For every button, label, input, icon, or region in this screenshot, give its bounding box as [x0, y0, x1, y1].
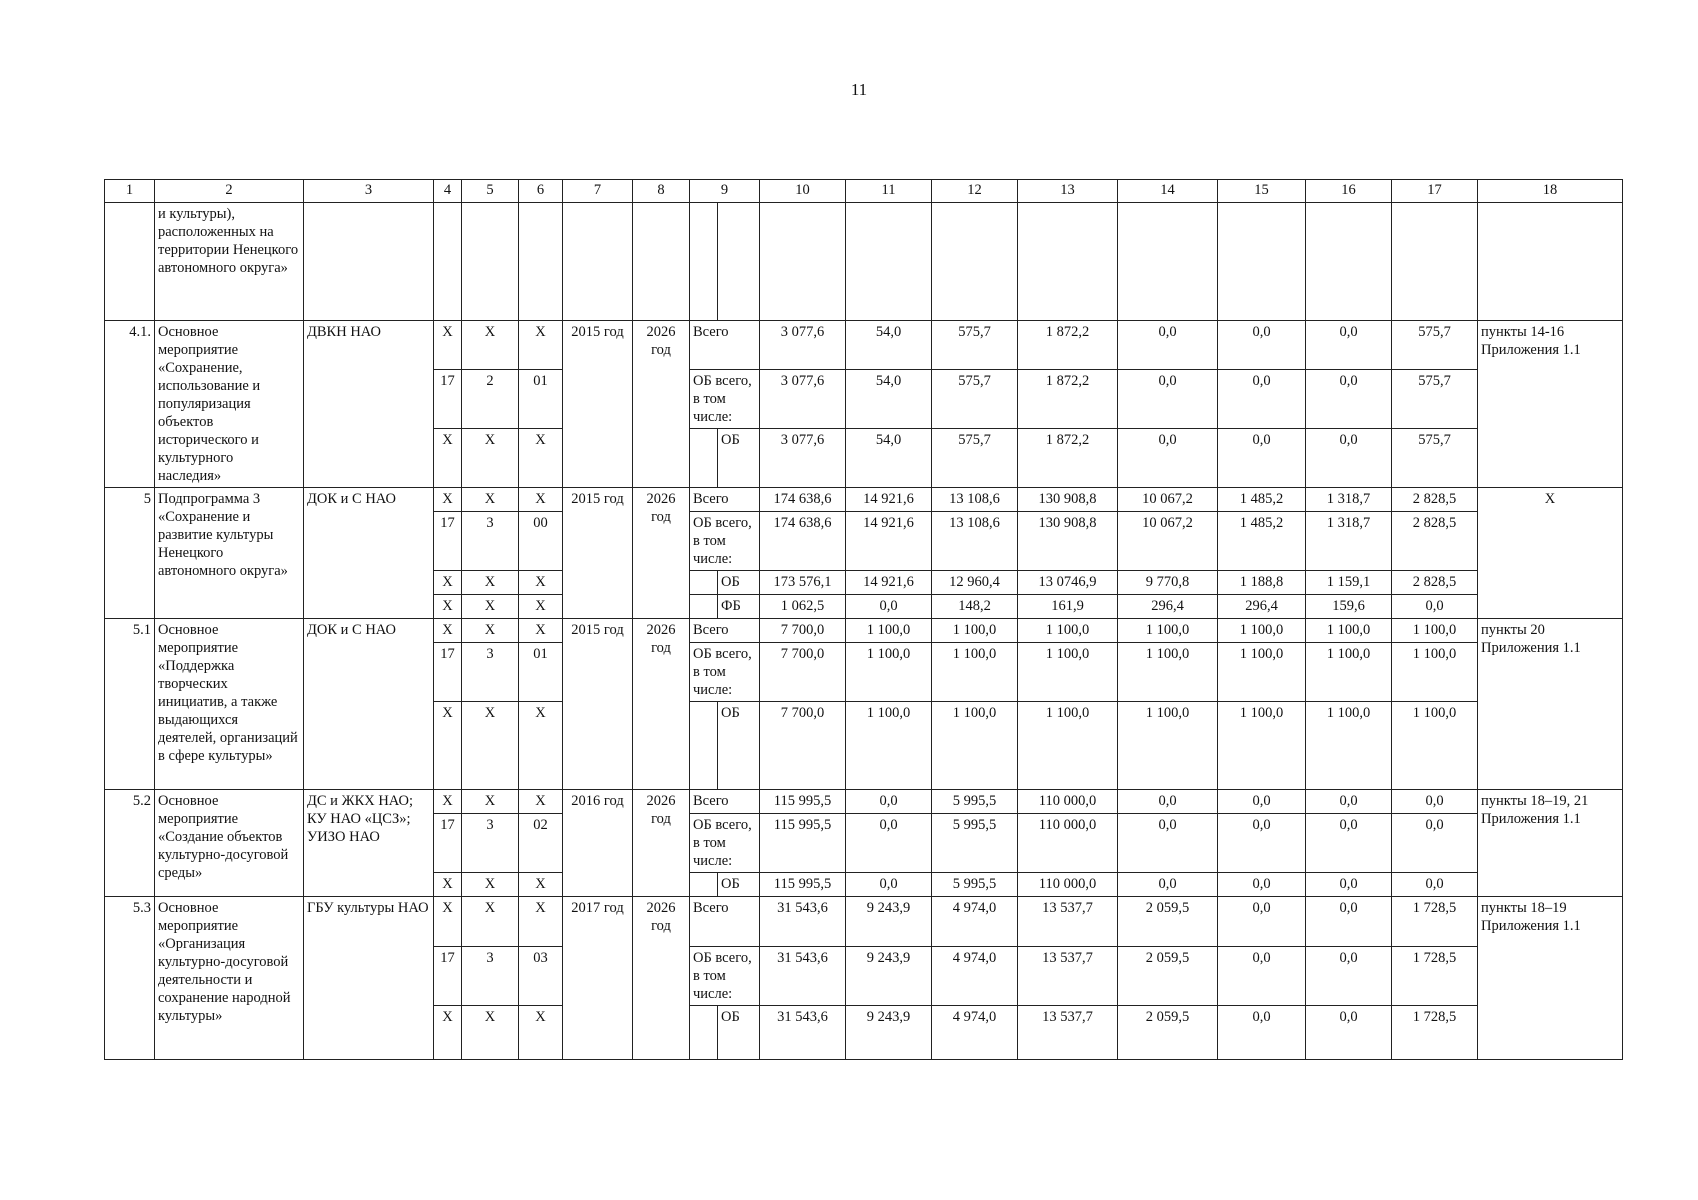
code-col-5: X: [462, 571, 519, 595]
code-col-5: X: [462, 619, 519, 643]
code-col-5: X: [462, 321, 519, 370]
code-col-5: 3: [462, 814, 519, 873]
budget-table: [104, 179, 1623, 1060]
amount-cell: 1 485,2: [1218, 512, 1306, 571]
amount-cell: 1 728,5: [1392, 897, 1478, 947]
end-year: 2026 год: [633, 897, 690, 1060]
executor: ДС и ЖКХ НАО; КУ НАО «ЦСЗ»; УИЗО НАО: [304, 790, 434, 897]
code-col-4: X: [434, 429, 462, 488]
amount-cell: 0,0: [1306, 814, 1392, 873]
amount-cell: 5 995,5: [932, 790, 1018, 814]
amount-cell: 110 000,0: [1018, 873, 1118, 897]
amount-cell: 54,0: [846, 429, 932, 488]
code-col-4: X: [434, 571, 462, 595]
amount-cell: 13 537,7: [1018, 1006, 1118, 1060]
amount-cell: 1 100,0: [1018, 643, 1118, 702]
amount-cell: 0,0: [1218, 897, 1306, 947]
code-col-5: X: [462, 595, 519, 619]
code-col-6: 02: [519, 814, 563, 873]
funding-source: ОБ всего, в том числе:: [690, 643, 760, 702]
amount-cell: 1 100,0: [1392, 643, 1478, 702]
funding-source: ОБ всего, в том числе:: [690, 512, 760, 571]
amount-cell: 0,0: [1218, 790, 1306, 814]
amount-cell: 0,0: [1392, 595, 1478, 619]
code-col-6: X: [519, 897, 563, 947]
amount-cell: 5 995,5: [932, 873, 1018, 897]
code-col-6: X: [519, 488, 563, 512]
source-indent: [690, 1006, 718, 1060]
end-year: 2026 год: [633, 790, 690, 897]
amount-cell: 0,0: [1306, 873, 1392, 897]
funding-source: ОБ: [718, 429, 760, 488]
code-col-5: 3: [462, 947, 519, 1006]
amount-cell: 1 100,0: [1018, 702, 1118, 790]
code-col-4: X: [434, 321, 462, 370]
amount-cell: 1 100,0: [932, 643, 1018, 702]
amount-cell: 1 100,0: [1118, 702, 1218, 790]
amount-cell: 0,0: [1218, 369, 1306, 429]
amount-cell: 7 700,0: [760, 643, 846, 702]
amount-cell: 1 159,1: [1306, 571, 1392, 595]
amount-cell: 2 828,5: [1392, 488, 1478, 512]
amount-cell: 9 243,9: [846, 947, 932, 1006]
amount-cell: 0,0: [846, 814, 932, 873]
activity-name: Основное мероприятие «Поддержка творческих инициатив, а также выдающихся деятелей, организаций в сфере культуры»: [155, 619, 304, 790]
amount-cell: 173 576,1: [760, 571, 846, 595]
code-col-5: X: [462, 1006, 519, 1060]
code-col-4: X: [434, 488, 462, 512]
funding-source: ОБ всего, в том числе:: [690, 947, 760, 1006]
code-col-6: 01: [519, 643, 563, 702]
amount-cell: 13 537,7: [1018, 947, 1118, 1006]
code-col-6: X: [519, 702, 563, 790]
executor: ДОК и С НАО: [304, 619, 434, 790]
amount-cell: 5 995,5: [932, 814, 1018, 873]
amount-cell: 13 108,6: [932, 488, 1018, 512]
amount-cell: 0,0: [1218, 1006, 1306, 1060]
amount-cell: 13 108,6: [932, 512, 1018, 571]
amount-cell: 575,7: [1392, 321, 1478, 370]
amount-cell: 1 872,2: [1018, 429, 1118, 488]
amount-cell: 13 537,7: [1018, 897, 1118, 947]
row-number: 5.3: [105, 897, 155, 1060]
code-col-4: 17: [434, 643, 462, 702]
cell-empty: [105, 203, 155, 321]
amount-cell: 54,0: [846, 369, 932, 429]
amount-cell: 159,6: [1306, 595, 1392, 619]
amount-cell: 14 921,6: [846, 512, 932, 571]
amount-cell: 575,7: [932, 429, 1018, 488]
amount-cell: 31 543,6: [760, 1006, 846, 1060]
amount-cell: 1 100,0: [1118, 619, 1218, 643]
row-number: 5.1: [105, 619, 155, 790]
code-col-4: X: [434, 702, 462, 790]
amount-cell: 1 872,2: [1018, 321, 1118, 370]
amount-cell: 1 100,0: [846, 702, 932, 790]
column-number-row: [105, 180, 1623, 203]
funding-source: ОБ всего, в том числе:: [690, 369, 760, 429]
code-col-4: 17: [434, 369, 462, 429]
amount-cell: 0,0: [846, 790, 932, 814]
continuation-row: [105, 203, 1623, 321]
source-indent: [690, 571, 718, 595]
column-number: 11: [846, 180, 932, 203]
table-row: [105, 790, 1623, 814]
amount-cell: 9 243,9: [846, 897, 932, 947]
column-number: 7: [563, 180, 633, 203]
code-col-6: X: [519, 619, 563, 643]
amount-cell: 3 077,6: [760, 429, 846, 488]
code-col-5: 3: [462, 512, 519, 571]
amount-cell: 296,4: [1218, 595, 1306, 619]
amount-cell: 0,0: [1306, 947, 1392, 1006]
start-year: 2015 год: [563, 321, 633, 488]
amount-cell: 0,0: [846, 873, 932, 897]
amount-cell: 0,0: [1306, 897, 1392, 947]
column-number: 5: [462, 180, 519, 203]
amount-cell: 1 062,5: [760, 595, 846, 619]
note: пункты 14-16 Приложения 1.1: [1478, 321, 1623, 488]
amount-cell: 9 770,8: [1118, 571, 1218, 595]
column-number: 1: [105, 180, 155, 203]
amount-cell: 0,0: [1306, 1006, 1392, 1060]
row-number: 5.2: [105, 790, 155, 897]
amount-cell: 14 921,6: [846, 571, 932, 595]
row-number: 5: [105, 488, 155, 619]
code-col-6: X: [519, 571, 563, 595]
code-col-5: X: [462, 488, 519, 512]
amount-cell: 2 059,5: [1118, 1006, 1218, 1060]
amount-cell: 14 921,6: [846, 488, 932, 512]
amount-cell: 0,0: [1218, 873, 1306, 897]
code-col-4: 17: [434, 947, 462, 1006]
code-col-5: X: [462, 702, 519, 790]
amount-cell: 1 100,0: [1218, 619, 1306, 643]
continuation-text: и культуры), расположенных на территории Ненецкого автономного округа»: [155, 203, 304, 321]
code-col-4: X: [434, 595, 462, 619]
amount-cell: 1 100,0: [1392, 702, 1478, 790]
column-number: 13: [1018, 180, 1118, 203]
start-year: 2015 год: [563, 619, 633, 790]
column-number: 2: [155, 180, 304, 203]
amount-cell: 13 0746,9: [1018, 571, 1118, 595]
amount-cell: 31 543,6: [760, 897, 846, 947]
funding-source: ОБ: [718, 702, 760, 790]
column-number: 14: [1118, 180, 1218, 203]
amount-cell: 0,0: [1306, 321, 1392, 370]
code-col-5: X: [462, 873, 519, 897]
code-col-4: 17: [434, 814, 462, 873]
amount-cell: 1 100,0: [1306, 702, 1392, 790]
funding-source: Всего: [690, 790, 760, 814]
code-col-4: X: [434, 790, 462, 814]
funding-source: Всего: [690, 897, 760, 947]
amount-cell: 7 700,0: [760, 619, 846, 643]
amount-cell: 575,7: [932, 321, 1018, 370]
funding-source: ФБ: [718, 595, 760, 619]
code-col-6: X: [519, 321, 563, 370]
source-indent: [690, 429, 718, 488]
amount-cell: 2 828,5: [1392, 512, 1478, 571]
amount-cell: 1 485,2: [1218, 488, 1306, 512]
amount-cell: 12 960,4: [932, 571, 1018, 595]
amount-cell: 174 638,6: [760, 488, 846, 512]
amount-cell: 0,0: [1392, 814, 1478, 873]
code-col-6: X: [519, 429, 563, 488]
amount-cell: 3 077,6: [760, 321, 846, 370]
amount-cell: 110 000,0: [1018, 790, 1118, 814]
column-number: 6: [519, 180, 563, 203]
amount-cell: 1 100,0: [932, 619, 1018, 643]
table-row: [105, 488, 1623, 512]
code-col-6: 03: [519, 947, 563, 1006]
column-number: 10: [760, 180, 846, 203]
amount-cell: 174 638,6: [760, 512, 846, 571]
note: X: [1478, 488, 1623, 619]
amount-cell: 0,0: [1306, 790, 1392, 814]
amount-cell: 0,0: [1306, 369, 1392, 429]
amount-cell: 31 543,6: [760, 947, 846, 1006]
column-number: 12: [932, 180, 1018, 203]
amount-cell: 0,0: [846, 595, 932, 619]
source-indent: [690, 702, 718, 790]
column-number: 8: [633, 180, 690, 203]
amount-cell: 0,0: [1392, 873, 1478, 897]
amount-cell: 2 059,5: [1118, 897, 1218, 947]
amount-cell: 0,0: [1118, 369, 1218, 429]
funding-source: ОБ: [718, 1006, 760, 1060]
note: пункты 18–19 Приложения 1.1: [1478, 897, 1623, 1060]
source-indent: [690, 595, 718, 619]
amount-cell: 1 188,8: [1218, 571, 1306, 595]
end-year: 2026 год: [633, 619, 690, 790]
amount-cell: 4 974,0: [932, 897, 1018, 947]
amount-cell: 130 908,8: [1018, 512, 1118, 571]
amount-cell: 575,7: [1392, 369, 1478, 429]
amount-cell: 0,0: [1118, 873, 1218, 897]
executor: ГБУ культуры НАО: [304, 897, 434, 1060]
amount-cell: 0,0: [1218, 429, 1306, 488]
amount-cell: 1 100,0: [1306, 643, 1392, 702]
code-col-6: X: [519, 595, 563, 619]
amount-cell: 0,0: [1118, 814, 1218, 873]
amount-cell: 1 100,0: [1392, 619, 1478, 643]
amount-cell: 148,2: [932, 595, 1018, 619]
code-col-6: X: [519, 873, 563, 897]
amount-cell: 1 100,0: [846, 643, 932, 702]
amount-cell: 1 100,0: [846, 619, 932, 643]
code-col-6: 00: [519, 512, 563, 571]
column-number: 17: [1392, 180, 1478, 203]
activity-name: Основное мероприятие «Организация культурно-досуговой деятельности и сохранение народной культуры»: [155, 897, 304, 1060]
start-year: 2017 год: [563, 897, 633, 1060]
funding-source: Всего: [690, 488, 760, 512]
code-col-6: 01: [519, 369, 563, 429]
code-col-6: X: [519, 1006, 563, 1060]
amount-cell: 0,0: [1118, 321, 1218, 370]
amount-cell: 115 995,5: [760, 790, 846, 814]
table-row: [105, 321, 1623, 370]
column-number: 3: [304, 180, 434, 203]
amount-cell: 0,0: [1392, 790, 1478, 814]
amount-cell: 110 000,0: [1018, 814, 1118, 873]
funding-source: Всего: [690, 619, 760, 643]
code-col-4: 17: [434, 512, 462, 571]
funding-source: ОБ всего, в том числе:: [690, 814, 760, 873]
amount-cell: 1 872,2: [1018, 369, 1118, 429]
amount-cell: 1 100,0: [932, 702, 1018, 790]
note: пункты 20 Приложения 1.1: [1478, 619, 1623, 790]
amount-cell: 1 100,0: [1306, 619, 1392, 643]
column-number: 16: [1306, 180, 1392, 203]
amount-cell: 115 995,5: [760, 814, 846, 873]
amount-cell: 3 077,6: [760, 369, 846, 429]
amount-cell: 7 700,0: [760, 702, 846, 790]
amount-cell: 10 067,2: [1118, 488, 1218, 512]
amount-cell: 2 828,5: [1392, 571, 1478, 595]
funding-source: Всего: [690, 321, 760, 370]
amount-cell: 1 100,0: [1018, 619, 1118, 643]
amount-cell: 54,0: [846, 321, 932, 370]
row-number: 4.1.: [105, 321, 155, 488]
code-col-4: X: [434, 619, 462, 643]
amount-cell: 4 974,0: [932, 1006, 1018, 1060]
table-row: [105, 897, 1623, 947]
start-year: 2016 год: [563, 790, 633, 897]
amount-cell: 575,7: [1392, 429, 1478, 488]
code-col-4: X: [434, 873, 462, 897]
amount-cell: 0,0: [1306, 429, 1392, 488]
amount-cell: 1 100,0: [1218, 702, 1306, 790]
amount-cell: 130 908,8: [1018, 488, 1118, 512]
column-number: 9: [690, 180, 760, 203]
amount-cell: 1 728,5: [1392, 947, 1478, 1006]
activity-name: Основное мероприятие «Создание объектов культурно-досуговой среды»: [155, 790, 304, 897]
amount-cell: 575,7: [932, 369, 1018, 429]
code-col-5: X: [462, 790, 519, 814]
end-year: 2026 год: [633, 321, 690, 488]
start-year: 2015 год: [563, 488, 633, 619]
activity-name: Основное мероприятие «Сохранение, использование и популяризация объектов исторического и культурного наследия»: [155, 321, 304, 488]
executor: ДОК и С НАО: [304, 488, 434, 619]
activity-name: Подпрограмма 3 «Сохранение и развитие культуры Ненецкого автономного округа»: [155, 488, 304, 619]
column-number: 15: [1218, 180, 1306, 203]
amount-cell: 1 728,5: [1392, 1006, 1478, 1060]
amount-cell: 161,9: [1018, 595, 1118, 619]
amount-cell: 4 974,0: [932, 947, 1018, 1006]
amount-cell: 296,4: [1118, 595, 1218, 619]
page-number: 11: [850, 80, 868, 99]
column-number: 4: [434, 180, 462, 203]
amount-cell: 1 318,7: [1306, 512, 1392, 571]
amount-cell: 0,0: [1218, 814, 1306, 873]
amount-cell: 0,0: [1218, 321, 1306, 370]
code-col-5: 2: [462, 369, 519, 429]
amount-cell: 0,0: [1118, 429, 1218, 488]
amount-cell: 10 067,2: [1118, 512, 1218, 571]
funding-source: ОБ: [718, 571, 760, 595]
code-col-4: X: [434, 1006, 462, 1060]
amount-cell: 9 243,9: [846, 1006, 932, 1060]
code-col-5: 3: [462, 643, 519, 702]
amount-cell: 2 059,5: [1118, 947, 1218, 1006]
amount-cell: 0,0: [1218, 947, 1306, 1006]
note: пункты 18–19, 21 Приложения 1.1: [1478, 790, 1623, 897]
end-year: 2026 год: [633, 488, 690, 619]
code-col-6: X: [519, 790, 563, 814]
amount-cell: 1 100,0: [1118, 643, 1218, 702]
code-col-4: X: [434, 897, 462, 947]
source-indent: [690, 873, 718, 897]
executor: ДВКН НАО: [304, 321, 434, 488]
code-col-5: X: [462, 429, 519, 488]
code-col-5: X: [462, 897, 519, 947]
amount-cell: 1 100,0: [1218, 643, 1306, 702]
amount-cell: 0,0: [1118, 790, 1218, 814]
funding-source: ОБ: [718, 873, 760, 897]
column-number: 18: [1478, 180, 1623, 203]
amount-cell: 115 995,5: [760, 873, 846, 897]
table-row: [105, 619, 1623, 643]
amount-cell: 1 318,7: [1306, 488, 1392, 512]
